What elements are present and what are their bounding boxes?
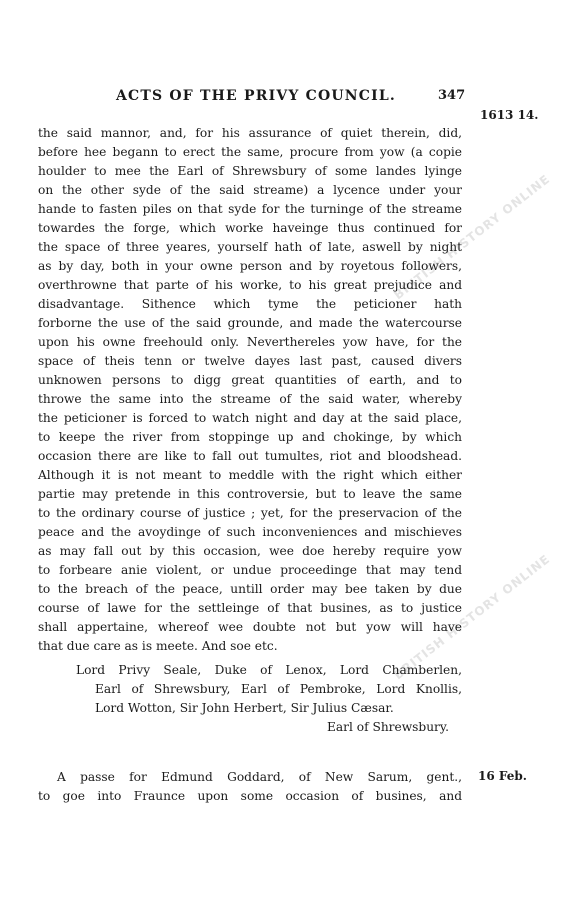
entry-date: 16 Feb. (478, 769, 527, 783)
body-line: occasion there are like to fall out tumultes, riot and bloodshead. (38, 449, 462, 463)
body-line: to the ordinary course of justice ; yet, for the preservacion of the (38, 506, 462, 520)
body-line: as by day, both in your owne person and by royetous followers, (38, 259, 462, 273)
body-line: disadvantage. Sithence which tyme the peticioner hath (38, 297, 462, 311)
body-line: Although it is not meant to meddle with the right which either (38, 468, 462, 482)
body-line: the said mannor, and, for his assurance of quiet therein, did, (38, 126, 462, 140)
body-line: partie may pretende in this controversie, but to leave the same (38, 487, 462, 501)
body-line: throwe the same into the streame of the said water, whereby (38, 392, 462, 406)
body-line: to goe into Fraunce upon some occasion of busines, and (38, 789, 462, 803)
body-line: forborne the use of the said grounde, and made the watercourse (38, 316, 462, 330)
body-line: peace and the avoydinge of such inconveniences and mischieves (38, 525, 462, 539)
body-line: A passe for Edmund Goddard, of New Sarum, gent., (57, 770, 462, 784)
body-line: course of lawe for the settleinge of that busines, as to justice (38, 601, 462, 615)
body-line: houlder to mee the Earl of Shrewsbury of some landes lyinge (38, 164, 462, 178)
signatory-line: Lord Privy Seale, Duke of Lenox, Lord Chamberlen, (76, 663, 462, 677)
body-line: as may fall out by this occasion, wee doe hereby require yow (38, 544, 462, 558)
body-line: space of theis tenn or twelve dayes last past, caused divers (38, 354, 462, 368)
body-line: that due care as is meete. And soe etc. (38, 639, 278, 653)
body-line: to keepe the river from stoppinge up and chokinge, by which (38, 430, 462, 444)
margin-year: 1613 14. (480, 108, 539, 122)
signatory-line: Lord Wotton, Sir John Herbert, Sir Julius Cæsar. (95, 701, 394, 715)
body-line: upon his owne freehould only. Neverthereles yow have, for the (38, 335, 462, 349)
body-line: to forbeare anie violent, or undue proceedinge that may tend (38, 563, 462, 577)
body-line: towardes the forge, which worke haveinge thus continued for (38, 221, 462, 235)
body-line: to the breach of the peace, untill order may bee taken by due (38, 582, 462, 596)
body-line: the peticioner is forced to watch night and day at the said place, (38, 411, 462, 425)
body-line: overthrowne that parte of his worke, to his great prejudice and (38, 278, 462, 292)
body-line: hande to fasten piles on that syde for the turninge of the streame (38, 202, 462, 216)
body-line: on the other syde of the said streame) a lycence under your (38, 183, 462, 197)
page-number: 347 (438, 88, 466, 103)
body-line: shall appertaine, whereof wee doubte not but yow will have (38, 620, 462, 634)
running-title: ACTS OF THE PRIVY COUNCIL. (116, 88, 397, 104)
signatory-line: Earl of Shrewsbury, Earl of Pembroke, Lord Knollis, (95, 682, 462, 696)
body-line: the space of three yeares, yourself hath of late, aswell by night (38, 240, 462, 254)
addressee-line: Earl of Shrewsbury. (327, 720, 450, 734)
body-line: unknowen persons to digg great quantities of earth, and to (38, 373, 462, 387)
watermark-text: BRITISH HISTORY ONLINE (391, 171, 553, 303)
watermark-text: BRITISH HISTORY ONLINE (391, 551, 553, 683)
body-line: before hee begann to erect the same, procure from yow (a copie (38, 145, 462, 159)
